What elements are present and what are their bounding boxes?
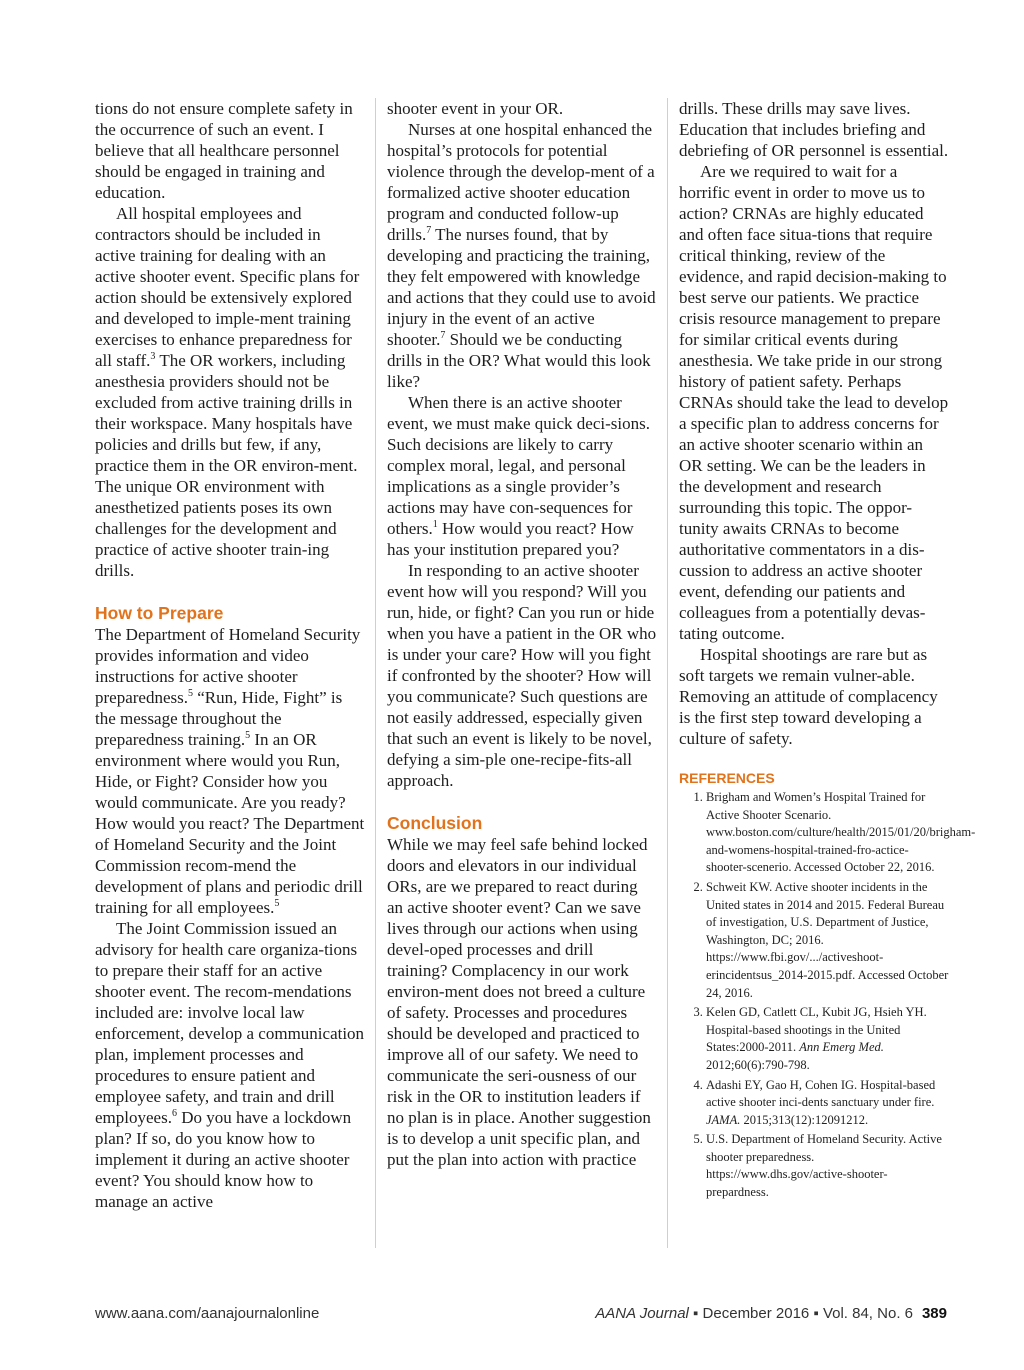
citation-superscript: 7 xyxy=(426,225,432,236)
reference-text: U.S. Department of Homeland Security. Active shooter preparedness. https://www.dhs.gov/active-shooter-prepardness. xyxy=(706,1132,942,1200)
text-run: “Run, Hide, Fight” is the message throughout the preparedness training. xyxy=(95,688,343,749)
text-run: When there is an active shooter event, we must make quick deci-sions. Such decisions are likely to carry complex moral, legal, and personal implications as a single provider’s actions may have con-sequences for others. xyxy=(387,393,650,538)
text-run: The nurses found, that by developing and practicing the training, they felt empowered with knowledge and actions that they could use to avoid injury in the event of an active shooter. xyxy=(387,225,656,349)
journal-name: AANA Journal xyxy=(595,1305,689,1322)
reference-item xyxy=(706,1004,949,1074)
citation-superscript: 1 xyxy=(432,519,438,530)
paragraph xyxy=(387,392,657,560)
reference-journal: JAMA. xyxy=(706,1112,741,1127)
references-heading: REFERENCES xyxy=(679,770,775,786)
text-run: The Joint Commission issued an advisory for health care organiza-tions to prepare their staff for an active shooter event. The recom-mendations included are: involve local law enforcement, develop a communication plan, implement processes and procedures to ensure patient and employee safety, and train and drill employees. xyxy=(95,919,365,1127)
paragraph xyxy=(95,203,365,581)
text-run: The Department of Homeland Security provides information and video instructions for active shooter preparedness. xyxy=(95,625,361,707)
footer-citation xyxy=(595,1305,913,1322)
reference-text: Brigham and Women’s Hospital Trained for Active Shooter Scenario. www.boston.com/culture/health/2015/01/20/brigham-and-womens-hospital-trained-fro-actice-shooter-scenerio. Accessed October 22, 2016. xyxy=(706,790,976,875)
separator: ▪ xyxy=(809,1305,823,1322)
citation-superscript: 5 xyxy=(188,688,193,699)
citation-superscript: 5 xyxy=(274,898,280,909)
citation-superscript: 6 xyxy=(171,1108,177,1119)
paragraph xyxy=(387,119,657,392)
text-run: In an OR environment where would you Run, Hide, or Fight? Consider how you would communicate. Are you ready? How would you react? The Department of Homeland Security and the Joint Commission recom-mend the development of plans and periodic drill training for all employees. xyxy=(95,730,365,917)
text-run: Should we be conducting drills in the OR? What would this look like? xyxy=(387,330,651,391)
volume-number: Vol. 84, No. 6 xyxy=(822,1305,913,1322)
reference-item xyxy=(706,1077,949,1130)
text-run: Do you have a lockdown plan? If so, do you know how to implement it during an active shooter event? You should know how to manage an active xyxy=(95,1108,352,1211)
reference-text: 2012;60(6):790-798. xyxy=(706,1057,810,1072)
footer-url: www.aana.com/aanajournalonline xyxy=(95,1305,320,1322)
text-run: Nurses at one hospital enhanced the hospital’s protocols for potential violence through the develop-ment of a formalized active shooter education program and conducted follow-up drills. xyxy=(387,120,655,244)
text-run: How would you react? How has your institution prepared you? xyxy=(387,519,634,559)
reference-text: Schweit KW. Active shooter incidents in the United states in 2014 and 2015. Federal Bureau of investigation, U.S. Department of Justice, Washington, DC; 2016. https://www.fbi.gov/.../activeshoot-erincidentsus_2014-2015.pdf. Accessed October 24, 2016. xyxy=(706,879,949,1000)
paragraph: Hospital shootings are rare but as soft targets we remain vulner-able. Removing an attitude of complacency is the first step toward developing a culture of safety. xyxy=(679,645,938,748)
references-list xyxy=(679,789,976,1202)
citation-superscript: 5 xyxy=(245,730,251,741)
page-footer xyxy=(95,1305,947,1325)
reference-item xyxy=(706,879,949,1002)
paragraph xyxy=(95,624,365,918)
text-column-3 xyxy=(679,98,976,1202)
reference-text: Adashi EY, Gao H, Cohen IG. Hospital-based active shooter inci-dents sanctuary under fire. xyxy=(706,1077,936,1110)
separator: ▪ xyxy=(688,1305,703,1322)
paragraph: shooter event in your OR. xyxy=(387,99,564,118)
section-heading: How to Prepare xyxy=(95,603,224,623)
reference-item xyxy=(706,1131,949,1201)
reference-text: Kelen GD, Catlett CL, Kubit JG, Hsieh YH. Hospital-based shootings in the United States:2000-2011. xyxy=(706,1005,927,1055)
paragraph: drills. These drills may save lives. Education that includes briefing and debriefing of OR personnel is essential. xyxy=(679,99,949,160)
citation-superscript: 7 xyxy=(440,330,446,341)
column-divider xyxy=(375,98,376,1248)
reference-text: 2015;313(12):12091212. xyxy=(740,1112,869,1127)
page-number: 389 xyxy=(921,1305,947,1322)
text-column-1 xyxy=(95,98,365,1212)
section-heading: Conclusion xyxy=(387,813,483,833)
text-run: The OR workers, including anesthesia providers should not be excluded from active training drills in their workspace. Many hospitals have policies and drills but few, if any, practice them in the OR environ-ment. The unique OR environment with anesthetized patients poses its own challenges for the development and practice of active shooter train-ing drills. xyxy=(95,351,358,580)
text-column-2 xyxy=(387,98,657,1170)
reference-journal: Ann Emerg Med. xyxy=(799,1040,884,1055)
reference-item xyxy=(706,789,976,877)
paragraph: Are we required to wait for a horrific event in order to move us to action? CRNAs are highly educated and often face situa-tions that require critical thinking, review of the evidence, and rapid decision-making to best serve our patients. We practice crisis resource management to prepare for similar critical events during anesthesia. We take pride in our strong history of patient safety. Perhaps CRNAs should take the lead to develop a specific plan to address concerns for an active shooter scenario within an OR setting. We can be the leaders in the development and research surrounding this topic. The oppor-tunity awaits CRNAs to become authoritative commentators in a dis-cussion to address an active shooter event, defending our patients and colleagues from a potentially devas-tating outcome. xyxy=(679,162,949,643)
text-run: All hospital employees and contractors should be included in active training for dealing with an active shooter event. Specific plans for action should be extensively explored and developed to imple-ment training exercises to enhance preparedness for all staff. xyxy=(95,204,360,370)
citation-superscript: 3 xyxy=(150,351,156,362)
paragraph xyxy=(95,918,365,1212)
issue-date: December 2016 xyxy=(702,1305,810,1322)
paragraph: While we may feel safe behind locked doors and elevators in our individual ORs, are we prepared to react during an active shooter event? Can we save lives through our actions when using devel-oped processes and drill training? Complacency in our work environ-ment does not breed a culture of safety. Processes and procedures should be developed and practiced to improve all of our safety. We need to communicate the seri-ousness of our risk in the OR to institution leaders if no plan is in place. Another suggestion is to develop a unit specific plan, and put the plan into action with practice xyxy=(387,835,651,1169)
column-divider xyxy=(667,98,668,1248)
paragraph: In responding to an active shooter event how will you respond? Will you run, hide, or fight? Can you run or hide when you have a patient in the OR who is under your care? How will you fight if confronted by the shooter? How will you communicate? Such questions are not easily addressed, especially given that such an event is likely to be novel, defying a sim-ple one-recipe-fits-all approach. xyxy=(387,561,657,790)
paragraph: tions do not ensure complete safety in the occurrence of such an event. I believe that all healthcare personnel should be engaged in training and education. xyxy=(95,99,353,202)
